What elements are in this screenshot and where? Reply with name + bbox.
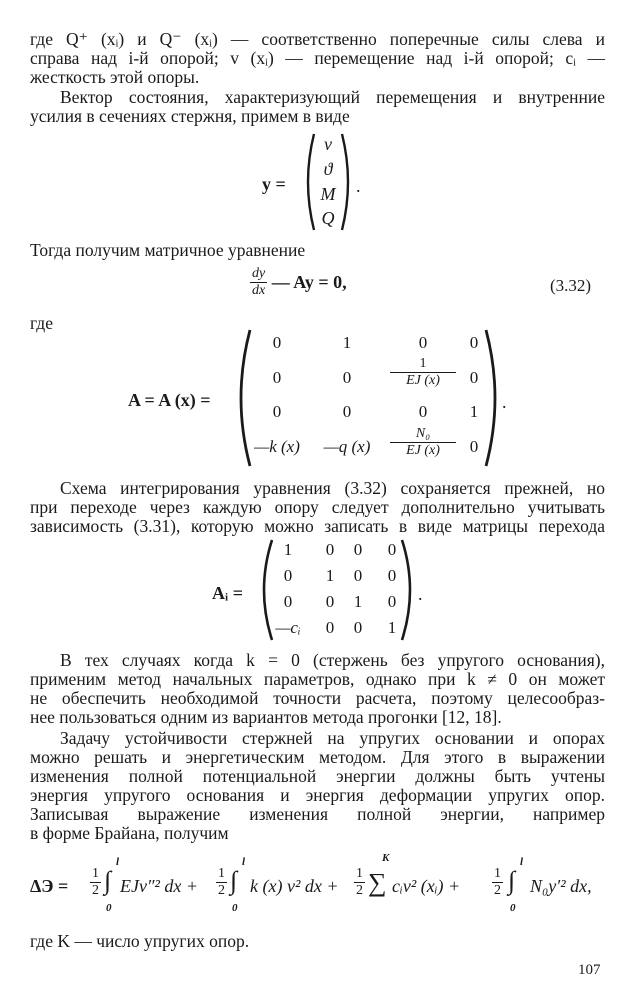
vector-entry: Q: [321, 208, 335, 228]
energy-term-foundation: k (x) v² dx +: [250, 876, 339, 896]
matrix-cell: 0: [325, 618, 335, 637]
text-line: Тогда получим матричное уравнение: [30, 240, 306, 260]
matrix-A-lhs: A = A (x) =: [128, 390, 211, 410]
text-line: Схема интегрирования уравнения (3.32) сохраняется прежней, но: [60, 478, 605, 498]
right-paren: [340, 132, 356, 232]
equation-rest: — Ay = 0,: [271, 272, 347, 292]
integral-sign: ∫: [104, 866, 112, 895]
equation-number: (3.32): [550, 276, 592, 295]
energy-term-supports: cᵢv² (xᵢ) +: [392, 876, 461, 896]
matrix-cell: 1: [353, 592, 363, 611]
matrix-fraction-cell: [390, 426, 456, 459]
text-line: можно решать и энергетическим методом. Для этого в выражении: [30, 747, 605, 767]
matrix-cell: 1: [469, 402, 479, 421]
paragraph-cases: [30, 651, 605, 727]
matrix-cell: 1: [342, 333, 352, 352]
integral-sign: ∫: [508, 866, 516, 895]
derivative-fraction: [250, 266, 267, 299]
text-line: справа над i-й опорой; v (xᵢ) — перемещение над i-й опорой; cᵢ —: [30, 48, 605, 68]
matrix-cell: 1: [283, 540, 293, 559]
paragraph-state-vector: [30, 88, 605, 126]
matrix-cell: 0: [353, 618, 363, 637]
energy-term-bending: EJv″² dx +: [120, 876, 199, 896]
matrix-cell: 0: [283, 592, 293, 611]
vector-entry: v: [324, 134, 332, 154]
text-line: применим метод начальных параметров, однако при k ≠ 0 он может: [30, 669, 605, 689]
period: .: [418, 584, 423, 604]
text-line: зависимость (3.31), которую можно записать в виде матрицы перехода: [30, 516, 605, 536]
period: .: [502, 392, 507, 412]
matrix-differential-equation: [250, 266, 347, 299]
fraction-numerator: 1: [390, 356, 456, 373]
matrix-cell: 0: [342, 402, 352, 421]
matrix-cell: 0: [387, 566, 397, 585]
vector-entry: ϑ: [323, 159, 333, 179]
matrix-cell: 1: [387, 618, 397, 637]
right-paren: [484, 328, 504, 468]
text-line: энергия упругого основания и энергия деформации упругих опор.: [30, 785, 605, 805]
frac-one-half: $\frac{1}{2}$: [92, 866, 99, 898]
matrix-cell: 0: [387, 592, 397, 611]
summation-sign: ∑: [368, 868, 387, 897]
text-line: где K — число упругих опор.: [30, 931, 250, 951]
matrix-cell: 0: [283, 566, 293, 585]
integral-lower-limit: 0: [106, 902, 112, 914]
matrix-cell: 0: [325, 592, 335, 611]
paragraph-intro: [30, 30, 605, 87]
matrix-cell: 0: [469, 333, 479, 352]
fraction-denominator: EJ (x): [406, 443, 440, 458]
integral-upper-limit: l: [520, 856, 524, 868]
text-line: Вектор состояния, характеризующий перемещения и внутренние: [60, 87, 605, 107]
integral-sign: ∫: [230, 866, 238, 895]
text-line: не обеспечить необходимой точности расчета, поэтому целесообраз-: [30, 688, 605, 708]
frac-one-half: $\frac{1}{2}$: [218, 866, 225, 898]
fraction-numerator: dy: [252, 266, 266, 281]
integral-lower-limit: 0: [510, 902, 516, 914]
paragraph-where-K: [30, 932, 605, 951]
right-paren: [400, 538, 418, 642]
text-line: Задачу устойчивости стержней на упругих основании и опорах: [60, 728, 605, 748]
matrix-cell: —k (x): [254, 437, 300, 456]
fraction-denominator: dx: [252, 283, 266, 298]
matrix-cell: 0: [353, 566, 363, 585]
matrix-cell: 0: [325, 540, 335, 559]
text-line: Записывая выражение изменения полной энергии, например: [30, 804, 605, 824]
matrix-cell: 0: [469, 437, 479, 456]
frac-one-half: $\frac{1}{2}$: [356, 866, 363, 898]
text-line: изменения полной потенциальной энергии должны быть учтены: [30, 766, 605, 786]
matrix-cell: —q (x): [323, 437, 371, 456]
integral-upper-limit: l: [242, 856, 246, 868]
energy-term-axial: N₀y′² dx,: [530, 876, 592, 896]
matrix-cell: 0: [272, 368, 282, 387]
matrix-cell: 0: [418, 402, 428, 421]
matrix-cell: 0: [387, 540, 397, 559]
matrix-cell: 0: [418, 333, 428, 352]
text-line: нее пользоваться одним из вариантов метода прогонки [12, 18].: [30, 707, 502, 727]
integral-upper-limit: l: [116, 856, 120, 868]
transition-matrix-lhs: Aᵢ =: [212, 583, 243, 603]
vector-entry: M: [320, 184, 336, 204]
frac-one-half: $\frac{1}{2}$: [494, 866, 501, 898]
matrix-cell: 1: [325, 566, 335, 585]
page-number: 107: [578, 962, 601, 978]
matrix-fraction-cell: [390, 356, 456, 389]
sum-upper-limit: K: [382, 852, 390, 864]
text-line: где Q⁺ (xᵢ) и Q⁻ (xᵢ) — соответственно поперечные силы слева и: [30, 29, 605, 49]
period: .: [356, 176, 361, 196]
paragraph-stability: [30, 729, 605, 843]
text-line: в форме Брайана, получим: [30, 823, 229, 843]
integral-lower-limit: 0: [232, 902, 238, 914]
matrix-cell: —cᵢ: [275, 618, 301, 637]
matrix-cell: 0: [353, 540, 363, 559]
where-label: где: [30, 313, 53, 333]
energy-lhs: ΔЭ =: [30, 876, 69, 896]
fraction-numerator: N₀: [390, 426, 456, 443]
paragraph-matrix-equation: [30, 241, 605, 260]
matrix-cell: 0: [342, 368, 352, 387]
paragraph-integration-scheme: [30, 479, 605, 536]
fraction-denominator: EJ (x): [406, 373, 440, 388]
matrix-cell: 0: [272, 333, 282, 352]
text-line: усилия в сечениях стержня, примем в виде: [30, 106, 350, 126]
state-vector-lhs: y =: [262, 174, 286, 194]
matrix-cell: 0: [272, 402, 282, 421]
left-paren: [300, 132, 316, 232]
matrix-cell: 0: [469, 368, 479, 387]
text-line: жесткость этой опоры.: [30, 67, 200, 87]
text-line: В тех случаях когда k = 0 (стержень без упругого основания),: [60, 650, 605, 670]
text-line: при переходе через каждую опору следует дополнительно учитывать: [30, 497, 605, 517]
